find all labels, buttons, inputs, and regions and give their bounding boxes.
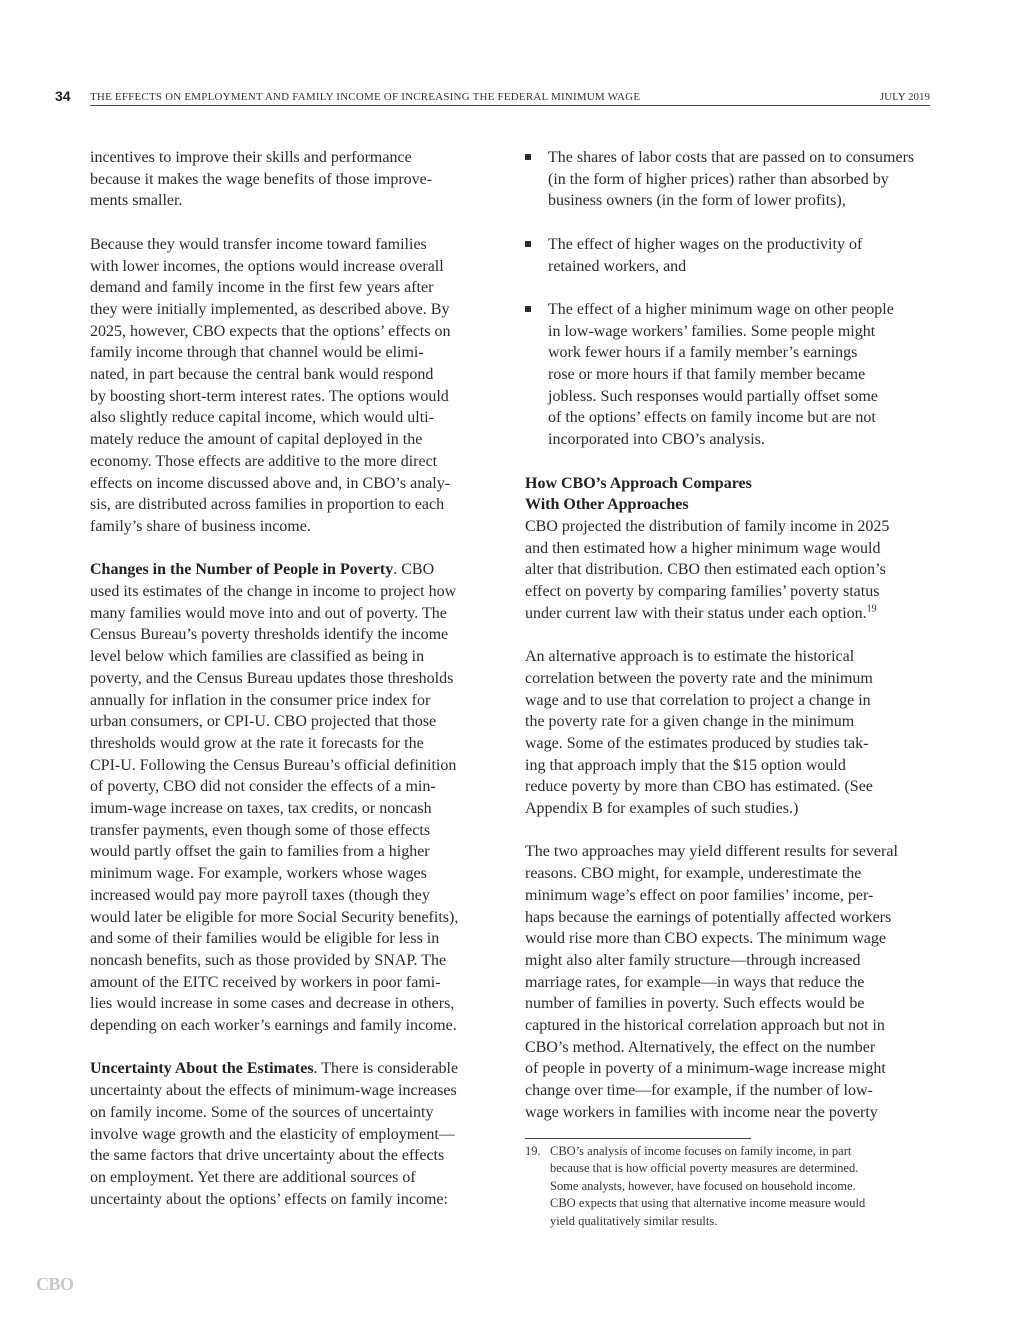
bullet-item: [525, 234, 931, 277]
runin-heading-poverty: Changes in the Number of People in Poverty: [90, 561, 394, 579]
paragraph-cbo-projection: [525, 516, 931, 625]
running-title: THE EFFECTS ON EMPLOYMENT AND FAMILY INCOME OF INCREASING THE FEDERAL MINIMUM WAGE: [90, 91, 641, 103]
bullet-item: [525, 299, 931, 451]
paragraph-uncertainty: [90, 1058, 496, 1210]
left-column: [90, 147, 496, 1210]
uncertainty-bullet-list: [525, 147, 931, 451]
square-bullet-icon: [525, 306, 531, 312]
poverty-body: . CBO used its estimates of the change in income to project how many families would move into and out of poverty. The Census Bureau’s poverty thresholds identify the income level below which families are classified as being in poverty, and the Census Bureau updates those thresholds annually for inflation in the consumer price index for urban consumers, or CPI-U. CBO projected that those thresholds would grow at the rate it forecasts for the CPI-U. Following the Census Bureau’s official definition of poverty, CBO did not consider the effects of a min- imum-wage increase on taxes, tax credits, or noncash transfer payments, even though some of those effects would partly offset the gain to families from a higher minimum wage. For example, workers whose wages increased would pay more payroll taxes (though they would later be eligible for more Social Security benefits), and some of their families would be eligible for less in noncash benefits, such as those provided by SNAP. The amount of the EITC received by workers in poor fami- lies would increase in some cases and decrease in others, depending on each worker’s earnings and family income.: [90, 561, 459, 1035]
footnote-number: 19.: [525, 1144, 541, 1158]
paragraph-alternative-approach: An alternative approach is to estimate the historical correlation between the poverty rate and the minimum wage and to use that correlation to project a change in the poverty rate for a given change in the minimum wage. Some of the estimates produced by studies tak- ing that approach imply that the $15 option would reduce poverty by more than CBO has estimated. (See Appendix B for examples of such studies.): [525, 648, 873, 818]
bullet-text: The effect of higher wages on the productivity of retained workers, and: [548, 235, 863, 275]
section-subheading: How CBO’s Approach Compares With Other Approaches: [525, 474, 752, 514]
cbo-logo: CBO: [36, 1274, 74, 1294]
right-column: [525, 147, 931, 1124]
bullet-text: The effect of a higher minimum wage on other people in low-wage workers’ families. Some people might work fewer hours if a family member’s earnings rose or more hours if that family member became jobless. Such responses would partially offset some of the options’ effects on family income but are not incorporated into CBO’s analysis.: [548, 300, 894, 449]
footnote-reference[interactable]: 19: [866, 603, 877, 615]
page-number: 34: [55, 88, 71, 104]
paragraph-poverty-changes: [90, 559, 496, 1036]
uncertainty-body: . There is considerable uncertainty about the effects of minimum-wage increases on family income. Some of the sources of uncertainty involve wage growth and the elasticity of employment— the same factors that drive uncertainty about the effects on employment. Yet there are additional sources of uncertainty about the options’ effects on family income:: [90, 1060, 459, 1208]
publication-date: JULY 2019: [879, 91, 930, 103]
paragraph-incentives: incentives to improve their skills and performance because it makes the wage benefits of those improve- ments smaller.: [90, 149, 433, 210]
square-bullet-icon: [525, 241, 531, 247]
header-rule: [90, 105, 930, 106]
bullet-item: [525, 147, 931, 212]
square-bullet-icon: [525, 154, 531, 160]
runin-heading-uncertainty: Uncertainty About the Estimates: [90, 1060, 314, 1078]
page-header: [55, 88, 930, 104]
footnote-19: [525, 1143, 931, 1230]
paragraph-transfer-income: Because they would transfer income toward families with lower incomes, the options would increase overall demand and family income in the first few years after they were initially implemented, as described above. By 2025, however, CBO expects that the options’ effects on family income through that channel would be elimi- nated, in part because the central bank would respond by boosting short-term interest rates. The options would also slightly reduce capital income, which would ulti- mately reduce the amount of capital deployed in the economy. Those effects are additive to the more direct effects on income discussed above and, in CBO’s analy- sis, are distributed across families in proportion to each family’s share of business income.: [90, 235, 451, 535]
projection-text: CBO projected the distribution of family income in 2025 and then estimated how a higher minimum wage would alter that distribution. CBO then estimated each option’s effect on poverty by comparing families’ poverty status under current law with their status under each option.: [525, 517, 890, 622]
footnote-rule: [525, 1138, 751, 1139]
paragraph-two-approaches: The two approaches may yield different results for several reasons. CBO might, for example, underestimate the minimum wage’s effect on poor families’ income, per- haps because the earnings of potentially affected workers would rise more than CBO expects. The minimum wage might also alter family structure—through increased marriage rates, for example—in ways that reduce the number of families in poverty. Such effects would be captured in the historical correlation approach but not in CBO’s method. Alternatively, the effect on the number of people in poverty of a minimum-wage increase might change over time—for example, if the number of low- wage workers in families with income near the poverty: [525, 843, 898, 1121]
bullet-text: The shares of labor costs that are passed on to consumers (in the form of higher prices) rather than absorbed by business owners (in the form of lower profits),: [548, 149, 915, 210]
footnote-text: CBO’s analysis of income focuses on family income, in part because that is how official poverty measures are determined. Some analysts, however, have focused on household income. CBO expects that using that alternative income measure would yield qualitatively similar results.: [550, 1144, 866, 1228]
